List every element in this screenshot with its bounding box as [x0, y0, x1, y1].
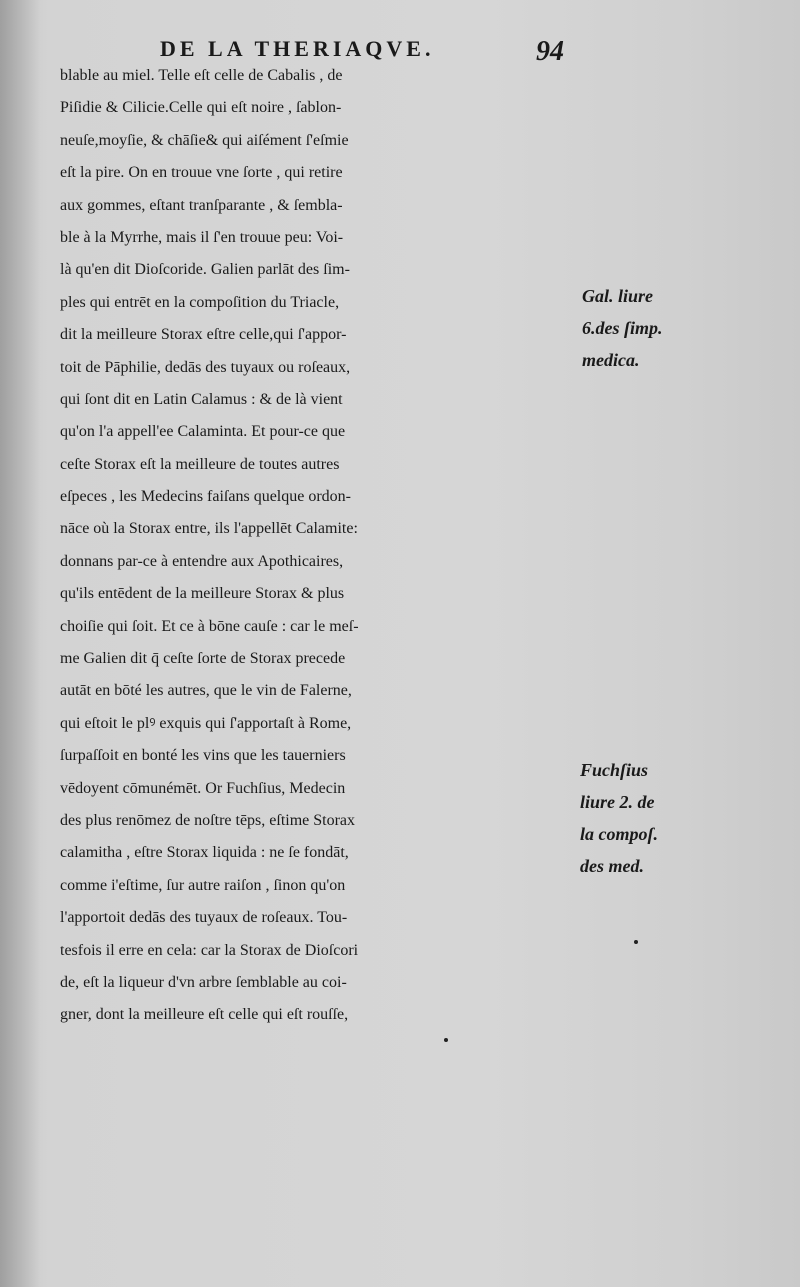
margin-note-fuchsius-line1: Fuchſius: [580, 760, 649, 780]
text-line: blable au miel. Telle eſt celle de Cabalis , de: [60, 67, 343, 84]
margin-note-fuchsius-line3: la compoſ.: [580, 824, 658, 844]
ink-speck: [634, 940, 638, 944]
ink-speck: [444, 1038, 448, 1042]
margin-note-galien-line3: medica.: [582, 350, 640, 370]
text-line: qui eſtoit le plꝰ exquis qui ſ'apportaſt à Rome,: [60, 714, 352, 732]
margin-note-galien-line2: 6.des ſimp.: [582, 318, 663, 338]
page-number: 94: [536, 36, 564, 67]
text-line: aux gommes, eſtant tranſparante , & ſembla-: [60, 196, 343, 214]
text-line: donnans par-ce à entendre aux Apothicaires,: [60, 552, 344, 570]
text-line: ſurpaſſoit en bonté les vins que les tauerniers: [60, 747, 346, 765]
text-line: toit de Pāphilie, dedās des tuyaux ou roſeaux,: [60, 358, 351, 376]
margin-note-fuchsius-line2: liure 2. de: [580, 792, 655, 812]
text-line: qu'ils entēdent de la meilleure Storax & plus: [60, 585, 345, 603]
text-line: vēdoyent cōmunémēt. Or Fuchſius, Medecin: [60, 779, 346, 797]
text-line: de, eſt la liqueur d'vn arbre ſemblable au coi-: [60, 973, 347, 991]
main-text-block: [60, 60, 620, 1032]
text-line: calamitha , eſtre Storax liquida : ne ſe fondāt,: [60, 844, 349, 862]
text-line: neuſe,moyſie, & chāſie& qui aiſément ſ'eſmie: [60, 131, 349, 149]
margin-note-galien-line1: Gal. liure: [582, 286, 654, 306]
gutter-shadow: [0, 0, 40, 1287]
text-line: ceſte Storax eſt la meilleure de toutes autres: [60, 455, 340, 473]
margin-note-fuchsius-line4: des med.: [580, 856, 644, 876]
text-line: là qu'en dit Dioſcoride. Galien parlāt des ſim-: [60, 261, 350, 279]
text-line: autāt en bōté les autres, que le vin de Falerne,: [60, 682, 352, 700]
text-line: qu'on l'a appell'ee Calaminta. Et pour-ce que: [60, 423, 346, 441]
text-line: eſt la pire. On en trouue vne ſorte , qui retire: [60, 164, 343, 182]
text-line: l'apportoit dedās des tuyaux de roſeaux. Tou-: [60, 909, 348, 927]
text-line: gner, dont la meilleure eſt celle qui eſt rouſſe,: [60, 1006, 349, 1024]
text-line: me Galien dit q̄ ceſte ſorte de Storax precede: [60, 650, 346, 668]
text-line: qui ſont dit en Latin Calamus : & de là vient: [60, 390, 343, 408]
text-line: eſpeces , les Medecins faiſans quelque ordon-: [60, 488, 352, 506]
text-line: ples qui entrēt en la compoſition du Triacle,: [60, 293, 340, 311]
text-line: dit la meilleure Storax eſtre celle,qui ſ'appor-: [60, 326, 347, 344]
text-line: comme i'eſtime, ſur autre raiſon , ſinon qu'on: [60, 876, 346, 894]
text-line: nāce où la Storax entre, ils l'appellēt Calamite:: [60, 520, 358, 538]
running-title: DE LA THERIAQVE.: [160, 36, 435, 61]
text-line: choiſie qui ſoit. Et ce à bōne cauſe : car le meſ-: [60, 617, 359, 635]
text-line: des plus renōmez de noſtre tēps, eſtime Storax: [60, 811, 356, 829]
text-line: tesfois il erre en cela: car la Storax de Dioſcori: [60, 941, 359, 959]
text-line: Piſidie & Cilicie.Celle qui eſt noire , ſablon-: [60, 99, 342, 117]
text-line: ble à la Myrrhe, mais il ſ'en trouue peu: Voi-: [60, 228, 344, 246]
